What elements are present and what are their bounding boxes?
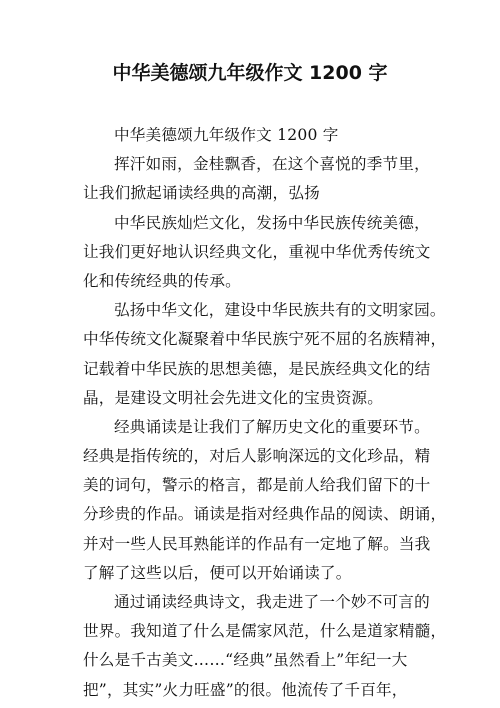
text-line: 化和传统经典的传承。 bbox=[83, 271, 241, 290]
text-line: 让我们掀起诵读经典的高潮，弘扬 bbox=[83, 184, 320, 203]
text-line: 中华传统文化凝聚着中华民族宁死不屈的名族精神， bbox=[83, 330, 447, 349]
text-line: 让我们更好地认识经典文化，重视中华优秀传统文 bbox=[83, 242, 431, 261]
document-body bbox=[83, 121, 447, 705]
text-line: 通过诵读经典诗文，我走进了一个妙不可言的 bbox=[114, 593, 430, 611]
text-line: 美的词句，警示的格言，都是前人给我们留下的十 bbox=[83, 476, 431, 495]
text-line: 晶，是建设文明社会先进文化的宝贵资源。 bbox=[83, 388, 384, 407]
text-line: 了解了这些以后，便可以开始诵读了。 bbox=[83, 563, 352, 582]
text-line: 把”，其实”火力旺盛”的很。他流传了千百年， bbox=[83, 680, 408, 699]
text-line: 弘扬中华文化，建设中华民族共有的文明家园。 bbox=[114, 301, 446, 320]
text-line: 并对一些人民耳熟能详的作品有一定地了解。当我 bbox=[83, 534, 431, 553]
text-line: 中华美德颂九年级作文 1200 字 bbox=[114, 126, 339, 144]
text-line: 分珍贵的作品。诵读是指对经典作品的阅读、朗诵， bbox=[83, 505, 447, 524]
text-line: 什么是千古美文……“经典”虽然看上”年纪一大 bbox=[83, 651, 408, 670]
document-title: 中华美德颂九年级作文 1200 字 bbox=[112, 62, 388, 84]
text-line: 经典诵读是让我们了解历史文化的重要环节。 bbox=[114, 417, 430, 436]
text-line: 挥汗如雨，金桂飘香，在这个喜悦的季节里， bbox=[114, 155, 430, 174]
text-line: 中华民族灿烂文化，发扬中华民族传统美德， bbox=[114, 213, 430, 232]
text-line: 经典是指传统的，对后人影响深远的文化珍品，精 bbox=[83, 447, 431, 466]
text-line: 世界。我知道了什么是儒家风范，什么是道家精髓， bbox=[83, 622, 447, 641]
text-line: 记载着中华民族的思想美德，是民族经典文化的结 bbox=[83, 359, 431, 378]
